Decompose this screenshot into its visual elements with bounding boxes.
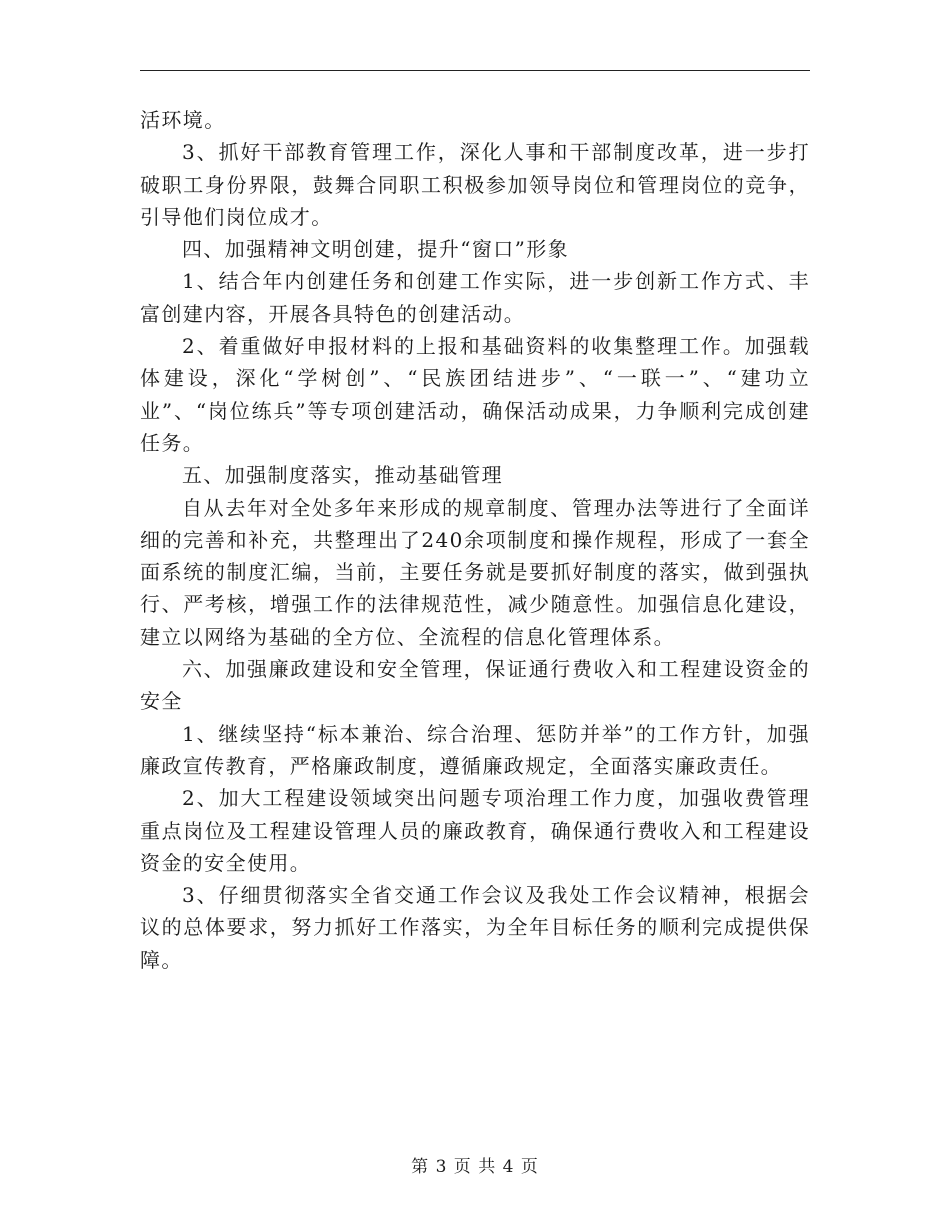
paragraph-2: 3、抓好干部教育管理工作，深化人事和干部制度改革，进一步打破职工身份界限，鼓舞合同职工积极参加领导岗位和管理岗位的竞争，引导他们岗位成才。 [140, 140, 810, 229]
paragraph-1: 活环境。 [140, 108, 226, 132]
paragraph-4: 1、结合年内创建任务和创建工作实际，进一步创新工作方式、丰富创建内容，开展各具特色的创建活动。 [140, 269, 810, 326]
paragraph-9: 1、继续坚持“标本兼治、综合治理、惩防并举”的工作方针，加强廉政宣传教育，严格廉政制度，遵循廉政规定，全面落实廉政责任。 [140, 721, 810, 778]
section-heading-6: 六、加强廉政建设和安全管理，保证通行费收入和工程建设资金的安全 [140, 657, 810, 714]
document-body [140, 104, 810, 976]
page-number-label: 第 3 页 共 4 页 [411, 1157, 539, 1177]
section-heading-4: 四、加强精神文明创建，提升“窗口”形象 [182, 237, 570, 262]
page-footer [0, 1152, 950, 1177]
paragraph-7: 自从去年对全处多年来形成的规章制度、管理办法等进行了全面详细的完善和补充，共整理出了240余项制度和操作规程，形成了一套全面系统的制度汇编，当前，主要任务就是要抓好制度的落实，做到强执行、严考核，增强工作的法律规范性，减少随意性。加强信息化建设，建立以网络为基础的全方位、全流程的信息化管理体系。 [140, 495, 810, 649]
section-heading-5: 五、加强制度落实，推动基础管理 [182, 463, 503, 488]
paragraph-5: 2、着重做好申报材料的上报和基础资料的收集整理工作。加强载体建设，深化“学树创”、“民族团结进步”、“一联一”、“建功立业”、“岗位练兵”等专项创建活动，确保活动成果，力争顺利完成创建任务。 [140, 334, 810, 455]
header-rule [140, 70, 810, 71]
paragraph-11: 3、仔细贯彻落实全省交通工作会议及我处工作会议精神，根据会议的总体要求，努力抓好工作落实，为全年目标任务的顺利完成提供保障。 [140, 883, 810, 972]
paragraph-10: 2、加大工程建设领域突出问题专项治理工作力度，加强收费管理重点岗位及工程建设管理人员的廉政教育，确保通行费收入和工程建设资金的安全使用。 [140, 786, 810, 875]
